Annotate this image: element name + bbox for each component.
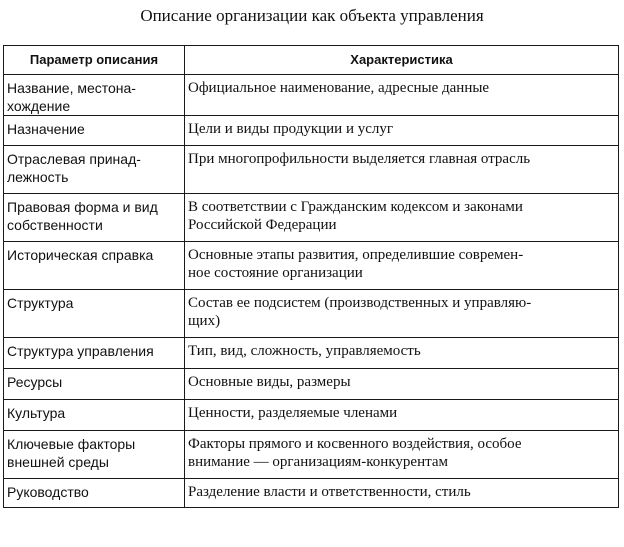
header-characteristic: Характеристика: [185, 46, 619, 75]
row-characteristic: [185, 146, 619, 194]
row-parameter: [4, 116, 185, 146]
characteristic-line: щих): [188, 313, 221, 329]
characteristic-line: Основные этапы развития, определившие современ-: [188, 247, 524, 263]
row-parameter: [4, 369, 185, 400]
characteristic-line: Факторы прямого и косвенного воздействия, особое: [188, 436, 522, 452]
row-parameter: [4, 194, 185, 242]
table-row: [4, 116, 619, 146]
table-row: [4, 194, 619, 242]
header-parameter: Параметр описания: [4, 46, 185, 75]
row-parameter: [4, 431, 185, 479]
row-parameter: [4, 242, 185, 290]
table-row: [4, 369, 619, 400]
parameter-line: Правовая форма и вид: [7, 199, 158, 215]
row-characteristic: [185, 242, 619, 290]
characteristic-line: Основные виды, размеры: [188, 374, 351, 390]
table-row: [4, 338, 619, 369]
parameter-line: Культура: [7, 405, 66, 421]
row-characteristic: [185, 75, 619, 116]
characteristic-line: Тип, вид, сложность, управляемость: [188, 343, 421, 359]
table-row: [4, 146, 619, 194]
row-parameter: [4, 75, 185, 116]
parameter-line: Руководство: [7, 484, 89, 500]
row-characteristic: [185, 290, 619, 338]
parameter-line: Назначение: [7, 121, 85, 137]
table-row: [4, 242, 619, 290]
characteristic-line: Официальное наименование, адресные данные: [188, 80, 490, 96]
row-characteristic: [185, 194, 619, 242]
characteristic-line: внимание — организациям-конкурентам: [188, 454, 448, 470]
parameter-line: Историческая справка: [7, 247, 154, 263]
parameter-line: Название, местона-: [7, 80, 136, 96]
document-title: Описание организации как объекта управления: [140, 6, 484, 25]
row-parameter: [4, 479, 185, 508]
parameter-line: Ресурсы: [7, 374, 63, 390]
parameter-line: лежность: [7, 169, 69, 185]
characteristic-line: Цели и виды продукции и услуг: [188, 121, 394, 137]
row-parameter: [4, 400, 185, 431]
characteristic-line: Российской Федерации: [188, 217, 337, 233]
parameter-line: Ключевые факторы: [7, 436, 136, 452]
row-parameter: [4, 338, 185, 369]
row-parameter: [4, 290, 185, 338]
table-header-row: [4, 46, 619, 75]
parameter-line: Структура: [7, 295, 74, 311]
parameter-line: хождение: [7, 98, 71, 114]
row-characteristic: [185, 479, 619, 508]
table-row: [4, 290, 619, 338]
characteristic-line: В соответствии с Гражданским кодексом и законами: [188, 199, 523, 215]
characteristic-line: Разделение власти и ответственности, стиль: [188, 484, 471, 500]
organization-description-table: [3, 45, 619, 508]
row-characteristic: [185, 369, 619, 400]
parameter-line: Отраслевая принад-: [7, 151, 141, 167]
table-row: [4, 431, 619, 479]
row-characteristic: [185, 431, 619, 479]
parameter-line: внешней среды: [7, 454, 109, 470]
table-row: [4, 479, 619, 508]
parameter-line: Структура управления: [7, 343, 154, 359]
characteristic-line: Состав ее подсистем (производственных и управляю-: [188, 295, 532, 311]
table-row: [4, 400, 619, 431]
characteristic-line: При многопрофильности выделяется главная отрасль: [188, 151, 531, 167]
characteristic-line: ное состояние организации: [188, 265, 363, 281]
row-characteristic: [185, 400, 619, 431]
row-characteristic: [185, 338, 619, 369]
characteristic-line: Ценности, разделяемые членами: [188, 405, 398, 421]
table-row: [4, 75, 619, 116]
row-parameter: [4, 146, 185, 194]
parameter-line: собственности: [7, 217, 103, 233]
row-characteristic: [185, 116, 619, 146]
